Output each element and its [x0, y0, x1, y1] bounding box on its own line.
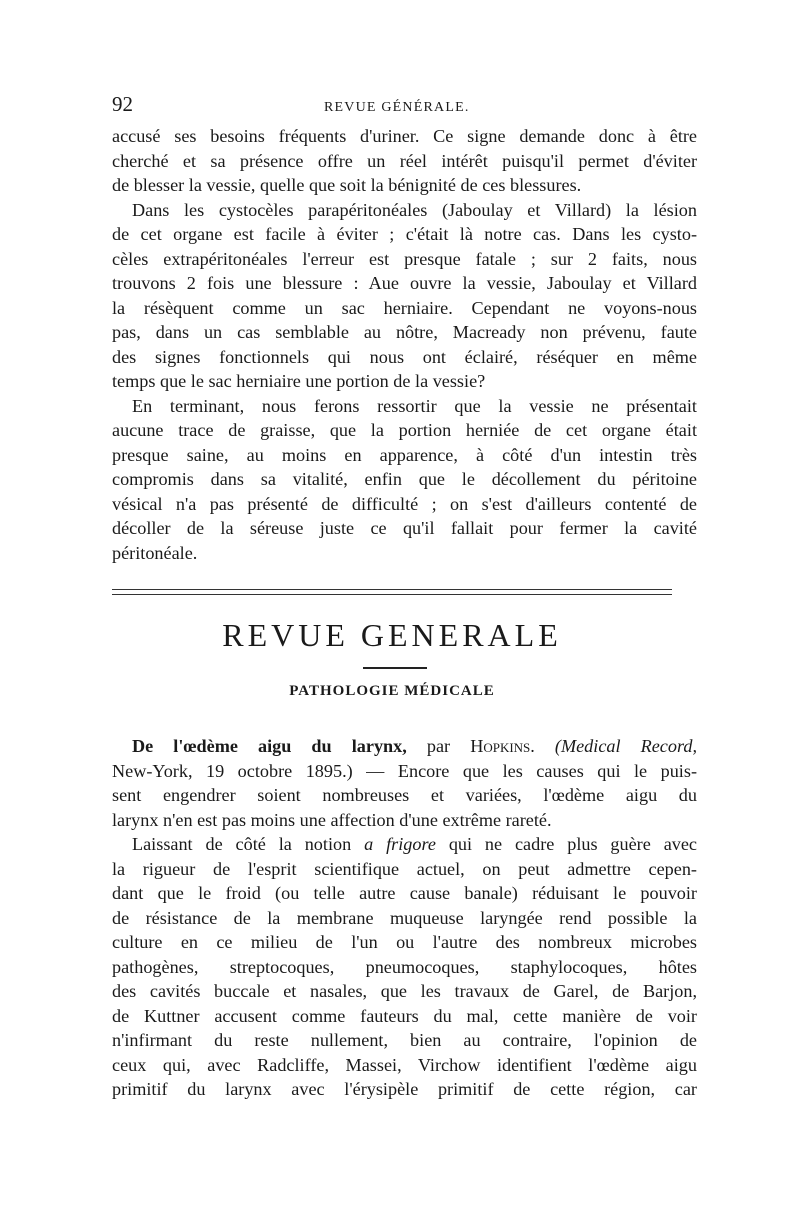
text-fragment: qui ne cadre plus guère avec [448, 834, 698, 854]
article-author: Hopkins. [470, 736, 535, 756]
page-number: 92 [112, 92, 133, 116]
text-line: primitif du larynx avec l'érysipèle primitif de cette région, car [112, 1079, 697, 1099]
text-line: pathogènes, streptocoques, pneumocoques, staphylocoques, hôtes [112, 956, 697, 977]
text-line: de cet organe est facile à éviter ; c'était là notre cas. Dans les cysto- [112, 224, 697, 244]
divider-rule [112, 594, 672, 595]
text-line: n'infirmant du reste nullement, bien au contraire, l'opinion de [112, 1030, 697, 1050]
section-divider [112, 589, 672, 595]
text-line: des cavités buccale et nasales, que les travaux de Garel, de Barjon, [112, 981, 697, 1001]
article-by: par [426, 736, 451, 756]
text-line: trouvons 2 fois une blessure : Aue ouvre la vessie, Jaboulay et Villard [112, 273, 697, 293]
article-larynx [112, 734, 697, 1102]
text-line: de Kuttner accusent comme fauteurs du mal, cette manière de voir [112, 1005, 697, 1026]
paragraph-conclusion [112, 394, 697, 566]
article-heading: De l'œdème aigu du larynx, [132, 736, 407, 756]
text-line: ceux qui, avec Radcliffe, Massei, Virchow identifient l'œdème aigu [112, 1054, 697, 1075]
text-line: des signes fonctionnels qui nous ont éclairé, réséquer en même [112, 346, 697, 367]
text-line: culture en ce milieu de l'un ou l'autre des nombreux microbes [112, 932, 697, 952]
text-line: péritonéale. [112, 542, 198, 563]
text-line: larynx n'en est pas moins une affection d'une extrême rareté. [112, 809, 552, 830]
title-underline [363, 667, 427, 669]
text-line: la résèquent comme un sac herniaire. Cependant ne voyons-nous [112, 297, 697, 318]
text-line: En terminant, nous ferons ressortir que la vessie ne présentait [132, 395, 697, 416]
text-line: Dans les cystocèles parapéritonéales (Jaboulay et Villard) la lésion [132, 199, 697, 220]
article-journal: (Medical Record, [554, 736, 698, 756]
text-line: sent engendrer soient nombreuses et variées, l'œdème aigu du [112, 785, 697, 805]
section-subtitle: PATHOLOGIE MÉDICALE [289, 683, 495, 699]
running-head [112, 92, 697, 124]
paragraph-continuation-1 [112, 124, 697, 198]
text-line: décoller de la séreuse juste ce qu'il fallait pour fermer la cavité [112, 518, 697, 538]
text-line: temps que le sac herniaire une portion de la vessie? [112, 371, 486, 391]
text-line: presque saine, au moins en apparence, à côté d'un intestin très [112, 444, 697, 465]
text-line: de blesser la vessie, quelle que soit la bénignité de ces blessures. [112, 175, 582, 195]
text-line: cherché et sa présence offre un réel intérêt puisqu'il permet d'éviter [112, 150, 697, 171]
page [112, 92, 697, 1102]
running-title: REVUE GÉNÉRALE. [324, 100, 470, 115]
text-italic-fragment: a frigore [364, 834, 436, 854]
text-line: compromis dans sa vitalité, enfin que le décollement du péritoine [112, 469, 697, 489]
paragraph-cystoceles [112, 198, 697, 394]
section-title: REVUE GENERALE [222, 617, 562, 653]
divider-rule [112, 589, 672, 590]
text-line: vésical n'a pas présenté de difficulté ; on s'est d'ailleurs contenté de [112, 493, 697, 514]
text-fragment: Laissant de côté la notion [132, 834, 352, 854]
text-line: dant que le froid (ou telle autre cause banale) réduisant le pouvoir [112, 883, 697, 903]
text-line: la rigueur de l'esprit scientifique actuel, on peut admettre cepen- [112, 858, 697, 879]
text-line: New-York, 19 octobre 1895.) — Encore que les causes qui le puis- [112, 760, 697, 781]
text-line: de résistance de la membrane muqueuse laryngée rend possible la [112, 907, 697, 928]
text-line: pas, dans un cas semblable au nôtre, Macready non prévenu, faute [112, 322, 697, 342]
article-first-line [112, 734, 697, 759]
text-line: accusé ses besoins fréquents d'uriner. Ce signe demande donc à être [112, 126, 697, 146]
text-line: cèles extrapéritonéales l'erreur est presque fatale ; sur 2 faits, nous [112, 248, 697, 269]
text-line [112, 832, 697, 857]
text-line: aucune trace de graisse, que la portion herniée de cet organe était [112, 420, 697, 440]
